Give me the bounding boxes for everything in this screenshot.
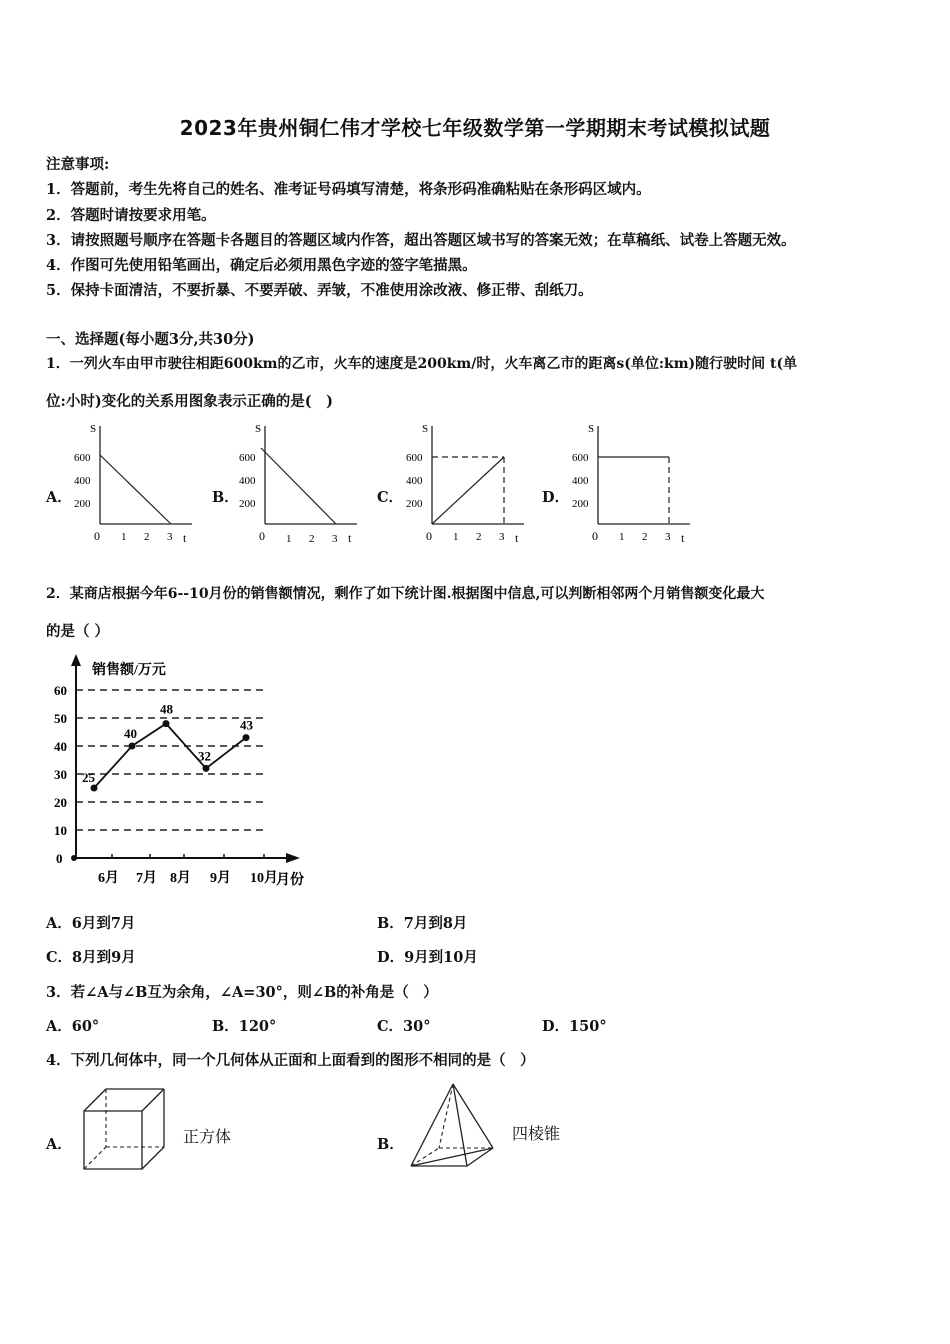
y-tick-600: 600 [572, 452, 589, 464]
x-tick-2: 2 [476, 531, 482, 543]
q2-option-d[interactable]: D．9月到10月 [377, 949, 478, 966]
chart-data-point [163, 720, 170, 727]
chart-data-point [203, 765, 210, 772]
q3-option-a[interactable]: A．60° [46, 1018, 100, 1035]
chart-x-tick-label: 10月 [250, 871, 278, 886]
notice-item: 1．答题前，考生先将自己的姓名、准考证号码填写清楚，将条形码准确粘贴在条形码区域内。 [46, 181, 651, 198]
chart-x-arrow [286, 853, 300, 863]
q1-graph-c [400, 418, 530, 548]
q1-option-d-label[interactable]: D． [542, 489, 570, 506]
question-2-line-1: 2．某商店根据今年6--10月份的销售额情况，剩作了如下统计图.根据图中信息,可以判断相邻两个月销售额变化最大 [46, 586, 765, 602]
pyramid-figure [405, 1080, 501, 1172]
q3-option-b[interactable]: B．120° [212, 1018, 277, 1035]
chart-x-tick-label: 8月 [170, 871, 191, 886]
chart-data-point [243, 734, 250, 741]
cube-edge [142, 1147, 164, 1169]
cube-edge [84, 1089, 106, 1111]
x-tick-3: 3 [332, 533, 338, 545]
question-3: 3．若∠A与∠B互为余角，∠A=30°，则∠B的补角是（ ） [46, 984, 438, 1001]
chart-data-label: 43 [240, 717, 253, 733]
s-axis-label: S [90, 423, 97, 435]
s-axis-label: S [422, 423, 429, 435]
chart-data-label: 40 [124, 726, 137, 741]
q3-option-d[interactable]: D．150° [542, 1018, 607, 1035]
question-4: 4．下列几何体中，同一个几何体从正面和上面看到的图形不相同的是（ ） [46, 1052, 535, 1069]
chart-y-tick-label: 50 [54, 711, 67, 726]
chart-data-label: 32 [198, 748, 211, 764]
x-tick-0: 0 [592, 529, 598, 543]
notice-item: 3．请按照题号顺序在答题卡各题目的答题区域内作答，超出答题区域书写的答案无效；在草稿纸、试卷上答题无效。 [46, 232, 796, 249]
t-axis-label: t [681, 531, 685, 545]
pyramid-edge [411, 1084, 453, 1166]
y-tick-200: 200 [572, 498, 589, 510]
notice-item: 2．答题时请按要求用笔。 [46, 207, 216, 224]
y-tick-400: 400 [74, 475, 91, 487]
t-axis-label: t [515, 531, 519, 545]
graph-line [100, 455, 171, 524]
chart-y-arrow [71, 654, 81, 666]
q1-graph-d [566, 418, 696, 548]
chart-data-label: 25 [82, 770, 95, 785]
y-tick-200: 200 [239, 498, 256, 510]
chart-y-tick-label: 0 [56, 851, 63, 866]
y-tick-400: 400 [572, 475, 589, 487]
q1-option-a-label[interactable]: A． [46, 489, 72, 506]
chart-y-axis-title: 销售额/万元 [92, 663, 166, 678]
x-tick-2: 2 [642, 531, 648, 543]
x-tick-0: 0 [259, 529, 265, 543]
question-1-line-2: 位:小时)变化的关系用图象表示正确的是( ) [46, 393, 333, 410]
x-tick-2: 2 [144, 531, 150, 543]
pyramid-base [411, 1148, 493, 1166]
x-tick-0: 0 [94, 529, 100, 543]
x-tick-3: 3 [167, 531, 173, 543]
x-tick-1: 1 [453, 531, 459, 543]
t-axis-label: t [183, 531, 187, 545]
chart-y-tick-label: 10 [54, 823, 67, 838]
chart-x-axis-title: 月份 [276, 873, 304, 888]
cube-figure [80, 1085, 172, 1173]
q1-option-b-label[interactable]: B． [212, 489, 239, 506]
chart-data-label: 48 [160, 701, 173, 717]
y-tick-200: 200 [74, 498, 91, 510]
t-axis-label: t [348, 531, 352, 545]
q4-option-b-label[interactable]: B． [377, 1136, 404, 1153]
q2-option-b[interactable]: B．7月到8月 [377, 915, 468, 932]
notice-heading: 注意事项: [46, 156, 110, 173]
q1-graph-b [233, 418, 363, 548]
notice-item: 4．作图可先使用铅笔画出，确定后必须用黑色字迹的签字笔描黑。 [46, 257, 477, 274]
x-tick-1: 1 [286, 533, 292, 545]
q2-option-c[interactable]: C．8月到9月 [46, 949, 136, 966]
chart-origin-dot [71, 855, 77, 861]
y-tick-600: 600 [239, 452, 256, 464]
x-tick-2: 2 [309, 533, 315, 545]
y-tick-600: 600 [74, 452, 91, 464]
graph-line [432, 457, 504, 524]
graph-line [261, 448, 336, 524]
chart-y-tick-label: 30 [54, 767, 67, 782]
x-tick-3: 3 [499, 531, 505, 543]
x-tick-1: 1 [121, 531, 127, 543]
x-tick-3: 3 [665, 531, 671, 543]
x-tick-0: 0 [426, 529, 432, 543]
chart-x-tick-label: 6月 [98, 871, 119, 886]
cube-hidden-edge [84, 1147, 106, 1169]
chart-data-point [129, 743, 136, 750]
q1-option-c-label[interactable]: C． [377, 489, 404, 506]
pyramid-label: 四棱锥 [512, 1124, 561, 1143]
chart-data-point [91, 785, 98, 792]
chart-y-tick-label: 60 [54, 683, 67, 698]
section-heading: 一、选择题(每小题3分,共30分) [46, 331, 255, 348]
question-1-line-1: 1．一列火车由甲市驶往相距600km的乙市，火车的速度是200km/时，火车离乙市的距离s(单位:km)随行驶时间 t(单 [46, 356, 798, 372]
chart-series-line [94, 724, 246, 788]
cube-edge [142, 1089, 164, 1111]
x-tick-1: 1 [619, 531, 625, 543]
page-title: 2023年贵州铜仁伟才学校七年级数学第一学期期末考试模拟试题 [179, 116, 771, 140]
pyramid-hidden-edge [439, 1084, 453, 1148]
y-tick-400: 400 [406, 475, 423, 487]
chart-x-tick-label: 9月 [210, 871, 231, 886]
y-tick-400: 400 [239, 475, 256, 487]
q3-option-c[interactable]: C．30° [377, 1018, 431, 1035]
s-axis-label: S [588, 423, 595, 435]
question-2-line-2: 的是（ ） [46, 623, 110, 640]
notice-item: 5．保持卡面清洁，不要折暴、不要弄破、弄皱，不准使用涂改液、修正带、刮纸刀。 [46, 282, 593, 299]
s-axis-label: S [255, 423, 262, 435]
cube-front-face [84, 1111, 142, 1169]
q1-graph-a [68, 418, 198, 548]
sales-line-chart [50, 652, 350, 892]
q4-option-a-label[interactable]: A． [46, 1136, 72, 1153]
chart-y-tick-label: 40 [54, 739, 67, 754]
chart-x-tick-label: 7月 [136, 871, 157, 886]
q2-option-a[interactable]: A．6月到7月 [46, 915, 136, 932]
chart-y-tick-label: 20 [54, 795, 67, 810]
y-tick-600: 600 [406, 452, 423, 464]
y-tick-200: 200 [406, 498, 423, 510]
cube-label: 正方体 [183, 1127, 232, 1146]
